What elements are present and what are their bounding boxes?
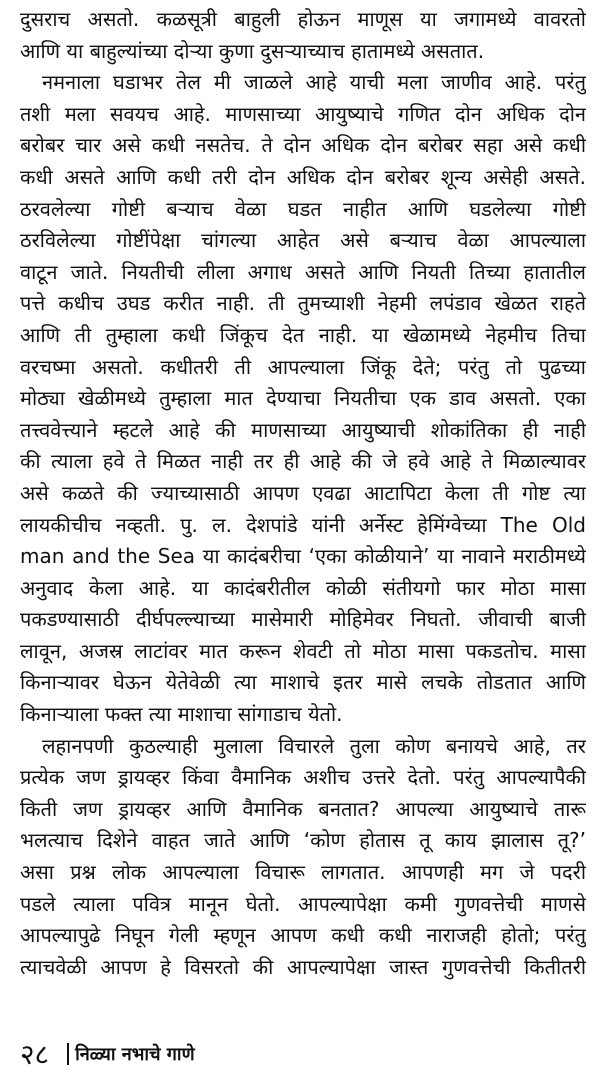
text-line: वरचष्मा असतो. कधीतरी ती आपल्याला जिंकू देते; परंतु तो पुढच्या (20, 354, 586, 379)
page-number: २८ (20, 1038, 50, 1071)
text-line: मोठ्या खेळीमध्ये तुम्हाला मात देण्याचा नियतीचा एक डाव असतो. एका (20, 386, 586, 411)
text-line: त्याचवेळी आपण हे विसरतो की आपल्यापेक्षा जास्त गुणवत्तेची कितीतरी (20, 954, 586, 979)
text-line: असे कळते की ज्याच्यासाठी आपण एवढा आटापिटा केला ती गोष्ट त्या (20, 480, 586, 505)
text-line: दुसराच असतो. कळसूत्री बाहुली होऊन माणूस या जगामध्ये वावरतो (20, 7, 586, 31)
text-line: भलत्याच दिशेने वाहत जाते आणि ‘कोण होतास तू काय झालास तू?’ (20, 828, 586, 853)
text-line: किनाऱ्याला फक्त त्या माशाचा सांगाडाच येतो. (20, 702, 343, 727)
text-line: वाटून जाते. नियतीची लीला अगाध असते आणि नियती तिच्या हातातील (20, 259, 586, 284)
text-line: ठरवलेल्या गोष्टी बऱ्याच वेळा घडत नाहीत आणि घडलेल्या गोष्टी (20, 196, 586, 221)
text-line: कधी असते आणि कधी तरी दोन अधिक दोन बरोबर शून्य असेही असते. (20, 164, 586, 189)
footer-divider (67, 1043, 69, 1065)
text-line: पत्ते कधीच उघड करीत नाही. ती तुमच्याशी नेहमी लपंडाव खेळत राहते (20, 291, 586, 316)
text-line: लावून, अजस्र लाटांवर मात करून शेवटी तो मोठा मासा पकडतोच. मासा (20, 638, 586, 663)
text-line: तशी मला सवयच आहे. माणसाच्या आयुष्याचे गणित दोन अधिक दोन (20, 101, 586, 126)
text-line: असा प्रश्न लोक आपल्याला विचारू लागतात. आपणही मग जे पदरी (20, 860, 586, 885)
text-line: लहानपणी कुठल्याही मुलाला विचारले तुला कोण बनायचे आहे, तर (42, 733, 586, 758)
text-line: ठरविलेल्या गोष्टींपेक्षा चांगल्या आहेत असे बऱ्याच वेळा आपल्याला (20, 228, 586, 253)
text-line: नमनाला घडाभर तेल मी जाळले आहे याची मला जाणीव आहे. परंतु (42, 70, 586, 95)
text-line: लायकीचीच नव्हती. पु. ल. देशपांडे यांनी अर्नेस्ट हेमिंग्वेच्या The Old (20, 512, 586, 537)
book-title: निळ्या नभाचे गाणे (75, 1044, 195, 1065)
text-line: की त्याला हवे ते मिळत नाही तर ही आहे की जे हवे आहे ते मिळाल्यावर (20, 449, 586, 474)
text-line: पडले त्याला पवित्र मानून घेतो. आपल्यापेक्षा कमी गुणवत्तेची माणसे (20, 891, 586, 916)
text-line: प्रत्येक जण ड्रायव्हर किंवा वैमानिक अशीच उत्तरे देतो. परंतु आपल्यापैकी (20, 765, 586, 790)
text-line: पकडण्यासाठी दीर्घपल्ल्याच्या मासेमारी मोहिमेवर निघतो. जीवाची बाजी (20, 607, 586, 632)
page-footer (20, 1036, 195, 1072)
text-line: किती जण ड्रायव्हर आणि वैमानिक बनतात? आपल्या आयुष्याचे तारू (20, 796, 586, 821)
page-body (20, 4, 586, 983)
text-line: अनुवाद केला आहे. या कादंबरीतील कोळी संतीयगो फार मोठा मासा (20, 575, 586, 600)
text-line: man and the Sea या कादंबरीचा ‘एका कोळीयाने’ या नावाने मराठीमध्ये (20, 544, 586, 569)
text-line: बरोबर चार असे कधी नसतेच. ते दोन अधिक दोन बरोबर सहा असे कधी (20, 133, 586, 158)
text-line: किनाऱ्यावर घेऊन येतेवेळी त्या माशाचे इतर मासे लचके तोडतात आणि (20, 670, 586, 695)
text-line: तत्त्ववेत्त्याने म्हटले आहे की माणसाच्या आयुष्याची शोकांतिका ही नाही (20, 417, 586, 442)
text-line: आणि या बाहुल्यांच्या दोऱ्या कुणा दुसऱ्याच्याच हातामध्ये असतात. (20, 38, 485, 63)
text-line: आणि ती तुम्हाला कधी जिंकूच देत नाही. या खेळामध्ये नेहमीच तिचा (20, 322, 586, 347)
text-line: आपल्यापुढे निघून गेली म्हणून आपण कधी कधी नाराजही होतो; परंतु (20, 923, 586, 948)
